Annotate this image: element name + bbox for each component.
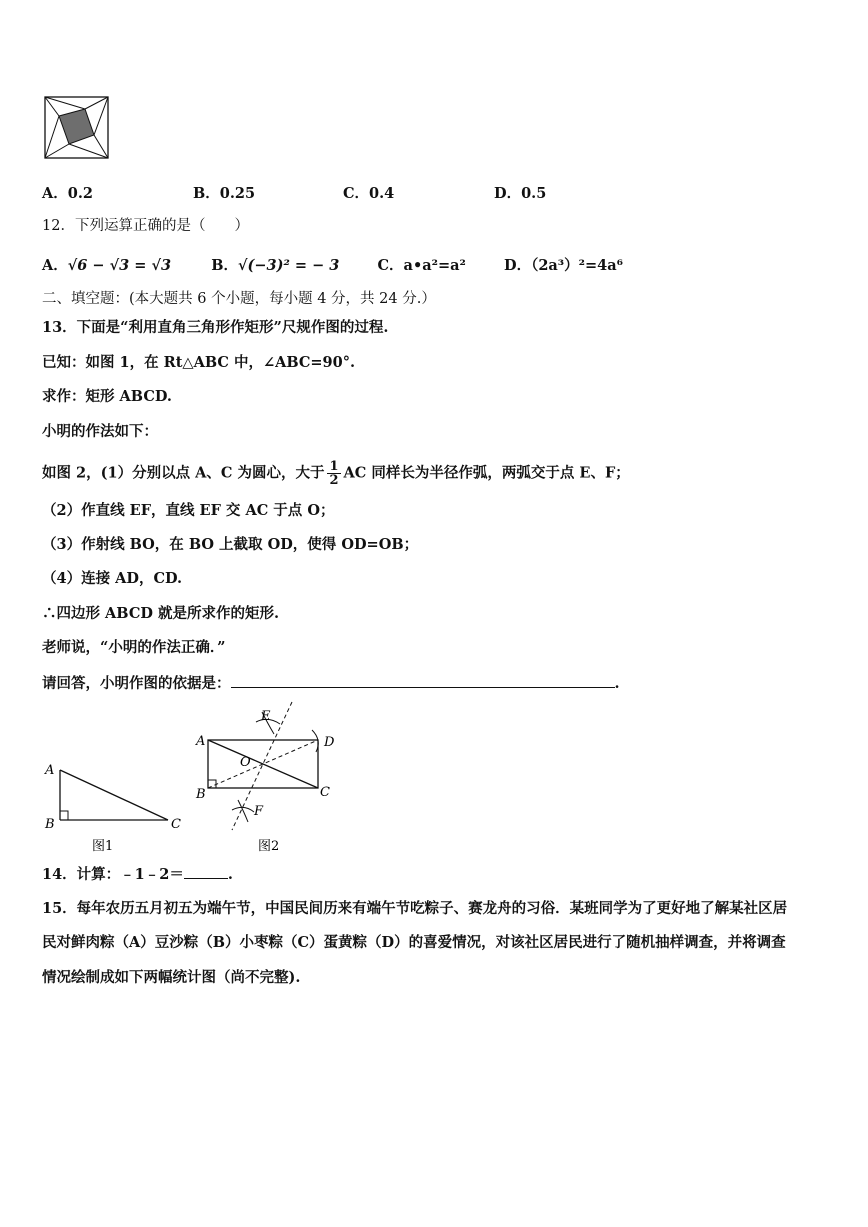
fraction-numerator: 1 [329, 459, 339, 474]
q11-option-c: C．0.4 [343, 185, 395, 202]
figure-1-triangle [40, 760, 190, 855]
fig2-label-c: C [320, 785, 330, 800]
answer-blank[interactable] [231, 673, 615, 688]
q12-option-c: C．a•a²=a² [377, 257, 466, 274]
fig2-label-f: F [254, 804, 264, 819]
q11-option-b: B．0.25 [193, 185, 256, 202]
q14-period: . [227, 866, 233, 883]
q13-line-9: ∴四边形 ABCD 就是所求作的矩形. [42, 605, 280, 622]
q12-option-a-expr: √6 − √3 = √3 [67, 257, 172, 274]
fig2-label-a: A [196, 734, 206, 749]
fig1-label-c: C [171, 817, 181, 832]
fig1-label-b: B [45, 817, 55, 832]
fig1-caption: 图1 [92, 839, 114, 854]
fraction-denominator: 2 [329, 473, 339, 488]
q13-line-6: （2）作直线 EF，直线 EF 交 AC 于点 O； [42, 502, 335, 519]
fig2-caption: 图2 [258, 839, 280, 854]
q13-line-2: 已知：如图 1，在 Rt△ABC 中，∠ABC=90°. [42, 354, 356, 371]
q13-line-10: 老师说，“小明的作法正确．” [42, 639, 226, 656]
q11-option-d: D．0.5 [494, 185, 547, 202]
q15-line-2: 民对鲜肉粽（A）豆沙粽（B）小枣粽（C）蛋黄粽（D）的喜爱情况，对该社区居民进行了随机抽样调查，并将调查 [42, 934, 786, 951]
fig2-label-o: O [240, 755, 251, 770]
q13-line-7: （3）作射线 BO，在 BO 上截取 OD，使得 OD=OB； [42, 536, 419, 553]
q12-option-b-expr: √(−3)² = − 3 [238, 257, 340, 274]
q15-line-3: 情况绘制成如下两幅统计图（尚不完整). [42, 969, 301, 986]
q13-line-5-pre: 如图 2，(1）分别以点 A、C 为圆心，大于 [42, 464, 325, 482]
fig1-label-a: A [45, 763, 55, 778]
q13-line-5-post: AC 同样长为半径作弧，两弧交于点 E、F； [343, 464, 630, 482]
q13-line-11 [42, 673, 620, 694]
q13-line-3: 求作：矩形 ABCD. [42, 388, 172, 405]
q14-text: 14．计算：﹣1﹣2＝ [42, 866, 184, 883]
q12-stem: 12．下列运算正确的是（ ） [42, 218, 249, 234]
q12-option-d: D．（2a³）²=4a⁶ [504, 257, 623, 274]
q14 [42, 864, 233, 885]
q13-line-5 [42, 460, 630, 487]
q11-option-a: A．0.2 [42, 185, 93, 202]
q13-line-1: 13．下面是“利用直角三角形作矩形”尺规作图的过程. [42, 319, 389, 336]
q13-line-8: （4）连接 AD，CD. [42, 570, 183, 587]
q12-option-a-label: A． [42, 257, 68, 274]
q13-question: 请回答，小明作图的依据是： [42, 675, 231, 692]
q12-options [42, 256, 623, 276]
q13-line-4: 小明的作法如下： [42, 423, 158, 440]
fig2-label-d: D [324, 735, 335, 750]
q14-answer-blank[interactable] [184, 864, 228, 879]
figure-2-rectangle [188, 700, 348, 855]
q12-option-b-label: B． [211, 257, 239, 274]
fig2-label-b: B [196, 787, 206, 802]
square-figure [42, 95, 112, 161]
section-heading: 二、填空题：(本大题共 6 个小题，每小题 4 分，共 24 分.） [42, 291, 436, 307]
fig2-label-e: E [261, 709, 271, 724]
q13-period: . [614, 675, 620, 692]
half-fraction [327, 460, 340, 487]
q15-line-1: 15．每年农历五月初五为端午节，中国民间历来有端午节吃粽子、赛龙舟的习俗．某班同学为了更好地了解某社区居 [42, 900, 788, 917]
